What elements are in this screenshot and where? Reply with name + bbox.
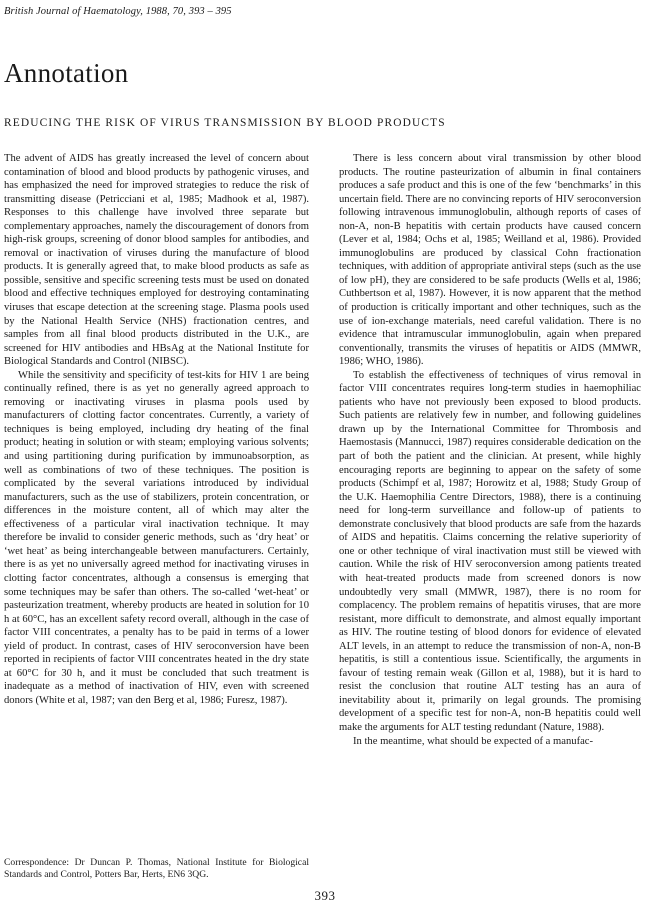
right-column bbox=[339, 152, 641, 748]
running-head: British Journal of Haematology, 1988, 70, 393 – 395 bbox=[4, 6, 232, 17]
paragraph: While the sensitivity and specificity of test-kits for HIV 1 are being continually refined, there is as yet no generally agreed approach to removing or inactivating viruses in plasma pools used by manufacturers of clotting factor concentrates. Currently, a variety of techniques is being employed, including dry heating of the final product; heating in solution or with steam; employing various solvents; and using partitioning during purification by immunoabsorption, as well as combinations of two of these techniques. The position is complicated by the several variations introduced by individual manufacturers, such as the use of stabilizers, protein concentration, or differences in the moisture content, all of which may alter the effectiveness of a particular viral inactivation technique. It may therefore be invalid to consider generic methods, such as ‘dry heat’ or ‘wet heat’ as being interchangeable between manufacturers. Certainly, there is as yet no universally agreed method for inactivating viruses in clotting factor concentrates, although a consensus is emerging that some techniques may be safer than others. The so-called ‘wet-heat’ or pasteurization treatment, whereby products are heated in solution for 10 h at 60°C, has an excellent safety record overall, although in the case of factor VIII concentrates, a penalty has to be paid in terms of a lower yield of product. In contrast, cases of HIV seroconversion have been reported in recipients of factor VIII concentrates heated in the dry state at 60°C for 30 h, and it must be concluded that such treatment is inadequate as a method of inactivation of HIV, even with screened donors (White et al, 1987; van den Berg et al, 1986; Furesz, 1987). bbox=[4, 369, 309, 706]
page-number: 393 bbox=[314, 888, 336, 903]
article-title: Annotation bbox=[4, 58, 129, 88]
left-column bbox=[4, 152, 309, 707]
article-subtitle: REDUCING THE RISK OF VIRUS TRANSMISSION BY BLOOD PRODUCTS bbox=[4, 117, 446, 129]
correspondence-note: Correspondence: Dr Duncan P. Thomas, National Institute for Biological Standards and Control, Potters Bar, Herts, EN6 3QG. bbox=[4, 857, 309, 881]
paragraph: There is less concern about viral transmission by other blood products. The routine pasteurization of albumin in final containers produces a safe product and this is one of the few ‘benchmarks’ in this uncertain field. There are no convincing reports of HIV seroconversion following intravenous immunoglobulin, although reports of cases of non-A, non-B hepatitis with certain products have caused concern (Lever et al, 1984; Ochs et al, 1985; Weilland et al, 1986). Provided immunoglobulins are produced by classical Cohn fractionation techniques, with addition of appropriate antiviral steps (such as the use of low pH), they are considered to be safe products (Wells et al, 1986; Cuthbertson et al, 1987). However, it is now apparent that the method of production is critically important and other techniques, such as the use of ion-exchange materials, need careful validation. There is no evidence that intramuscular immunoglobulin, again when prepared conventionally, transmits the viruses of hepatitis or AIDS (MMWR, 1986; WHO, 1986). bbox=[339, 153, 641, 368]
paragraph: In the meantime, what should be expected of a manufac- bbox=[353, 735, 594, 747]
paragraph: The advent of AIDS has greatly increased the level of concern about contamination of blood and blood products by pathogenic viruses, and has emphasized the need for improved strategies to reduce the risk of transmitting disease (Petricciani et al, 1985; Madhook et al, 1987). Responses to this challenge have involved three separate but complementary approaches, namely the discouragement of donors from high-risk groups, screening of donor blood samples for antibodies, and removal or inactivation of viruses during the manufacture of blood products. It is generally agreed that, to make blood products as safe as possible, sensitive and specific screening tests must be used on donated blood and effective techniques employed for destroying contaminating viruses that escape detection at the screening stage. Plasma pools used by the National Health Service (NHS) fractionation centres, and samples from all final blood products distributed in the U.K., are screened for HIV antibodies and HBsAg at the National Institute for Biological Standards and Control (NIBSC). bbox=[4, 153, 309, 368]
paragraph: To establish the effectiveness of techniques of virus removal in factor VIII concentrates requires long-term studies in haemophiliac patients who have not previously been exposed to blood products. Such patients are relatively few in number, and following guidelines drawn up by the International Committee for Thrombosis and Haemostasis (Mannucci, 1987) requires considerable dedication on the part of both the patient and the clinician. At present, while highly encouraging reports are beginning to appear on the safety of some products (Schimpf et al, 1987; Horowitz et al, 1988; Study Group of the U.K. Haemophilia Centre Directors, 1988), there is a continuing need for long-term surveillance and follow-up of patients to demonstrate conclusively that blood products are safe from the hazards of AIDS and hepatitis. Claims concerning the relative superiority of one or other technique of viral inactivation must still be viewed with caution. While the risk of HIV seroconversion among patients treated with heat-treated products made from screened donors is now undoubtedly very small (MMWR, 1987), there is no room for complacency. The problem remains of hepatitis viruses, that are more resistant, more difficult to demonstrate, and almost equally important as HIV. The routine testing of blood donors for evidence of elevated ALT levels, in an attempt to reduce the transmission of non-A, non-B hepatitis, is still a contentious issue. Scientifically, the arguments in favour of testing remain weak (Gillon et al, 1988), but it is hard to resist the conclusion that routine ALT testing has an aura of inevitability about it, primarily on legal grounds. The promising development of a specific test for non-A, non-B hepatitis could well make the arguments for ALT testing redundant (Nature, 1988). bbox=[339, 369, 641, 733]
